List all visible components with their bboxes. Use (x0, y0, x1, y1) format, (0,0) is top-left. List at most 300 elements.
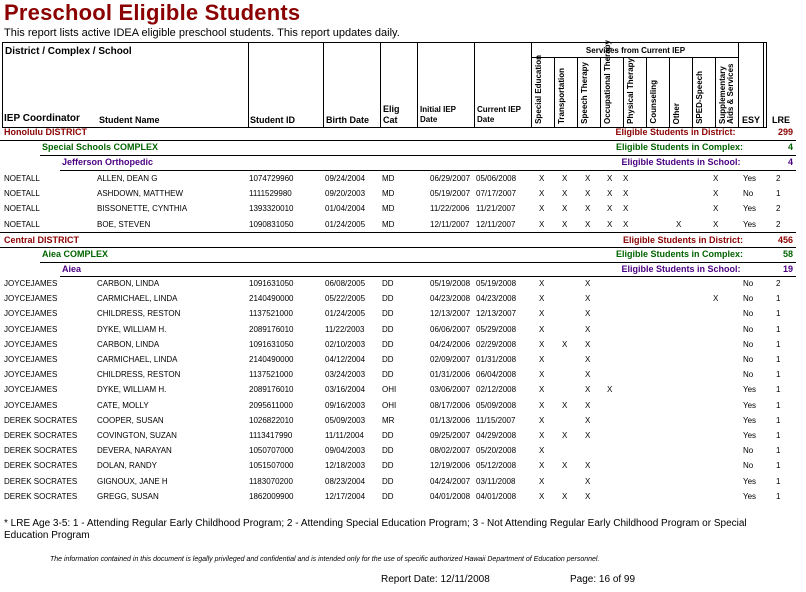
svc-speech-therapy-cell: X (585, 174, 591, 183)
student-id-cell: 1091631050 (249, 339, 294, 349)
lre-cell: 1 (776, 446, 781, 456)
student-id-cell: 1137521000 (249, 370, 293, 380)
elig-cat-cell: MD (382, 204, 395, 214)
svc-speech-therapy-cell: X (585, 415, 591, 425)
student-id-cell: 1026822010 (249, 415, 294, 425)
district-count: Eligible Students in District: 456 (622, 235, 793, 245)
svc-transportation-cell: X (562, 339, 568, 349)
lre-cell: 1 (776, 339, 781, 349)
student-id-cell: 1074729960 (249, 174, 294, 183)
district-group-honolulu (4, 126, 793, 139)
svc-special-education-cell: X (539, 476, 545, 486)
school-group-jefferson (62, 156, 793, 169)
lre-cell: 1 (776, 461, 781, 471)
svc-special-education-cell: X (539, 415, 545, 425)
iep-coordinator-cell: JOYCEJAMES (4, 355, 58, 364)
birth-date-cell: 08/23/2004 (325, 476, 366, 486)
initial-iep-date-cell: 08/17/2006 (430, 400, 471, 410)
current-iep-header-2: Date (477, 115, 495, 124)
esy-cell: Yes (743, 174, 757, 183)
iep-coordinator-cell: DEREK SOCRATES (4, 461, 78, 471)
birth-date-cell: 02/10/2003 (325, 339, 366, 349)
table-row (0, 337, 806, 352)
current-iep-date-cell: 05/06/2008 (476, 174, 517, 183)
svc-speech-therapy-cell: X (585, 431, 591, 440)
student-id-cell: 1111529980 (249, 189, 292, 199)
table-row (0, 171, 806, 186)
current-iep-date-cell: 05/12/2008 (476, 461, 517, 471)
student-name-cell: CARMICHAEL, LINDA (97, 355, 178, 364)
svc-special-education-cell: X (539, 189, 545, 199)
school-count: Eligible Students in School: 19 (621, 264, 793, 274)
student-name-cell: GREGG, SUSAN (97, 491, 159, 501)
svc-special-education-cell: X (539, 385, 545, 395)
initial-iep-date-cell: 08/02/2007 (430, 446, 471, 456)
esy-cell: No (743, 461, 754, 471)
svc-speech-therapy-cell: X (585, 476, 591, 486)
birth-date-cell: 12/18/2003 (325, 461, 366, 471)
svc-occupational-therapy-header: Occupational Therapy (603, 39, 612, 124)
student-name-cell: ALLEN, DEAN G (97, 174, 158, 183)
svc-transportation-cell: X (562, 491, 568, 501)
table-row (0, 443, 806, 458)
svc-speech-therapy-cell: X (585, 400, 591, 410)
svc-special-education-cell: X (539, 294, 545, 304)
birth-date-cell: 01/24/2005 (325, 309, 366, 319)
svc-special-education-cell: X (539, 370, 545, 380)
initial-iep-date-cell: 06/06/2007 (430, 324, 471, 334)
svc-speech-therapy-cell: X (585, 385, 591, 395)
lre-cell: 2 (776, 279, 781, 288)
table-row (0, 306, 806, 321)
initial-iep-date-cell: 06/29/2007 (430, 174, 471, 183)
iep-coordinator-cell: DEREK SOCRATES (4, 476, 78, 486)
student-name-cell: BISSONETTE, CYNTHIA (97, 204, 188, 214)
elig-cat-cell: MR (382, 415, 395, 425)
table-row (0, 413, 806, 428)
svc-transportation-cell: X (562, 431, 568, 440)
elig-cat-cell: OHI (382, 385, 397, 395)
svc-sped-speech-cell: X (713, 189, 719, 199)
student-id-cell: 1051507000 (249, 461, 294, 471)
esy-header: ESY (742, 115, 761, 125)
student-name-cell: BOE, STEVEN (97, 219, 151, 229)
table-row (0, 217, 806, 232)
svc-counseling-header: Counseling (649, 80, 658, 124)
esy-cell: Yes (743, 385, 757, 395)
svc-sped-speech-cell: X (713, 204, 719, 214)
iep-coordinator-cell: JOYCEJAMES (4, 324, 58, 334)
complex-count: Eligible Students in Complex: 4 (615, 142, 793, 152)
svc-special-education-cell: X (539, 309, 545, 319)
current-iep-date-cell: 06/04/2008 (476, 370, 517, 380)
student-id-header: Student ID (250, 115, 295, 125)
student-id-cell: 1090831050 (249, 219, 294, 229)
initial-iep-date-cell: 04/01/2008 (430, 491, 471, 501)
iep-coordinator-header: IEP Coordinator (4, 113, 80, 124)
birth-date-cell: 06/08/2005 (325, 279, 366, 288)
svc-occupational-therapy-cell: X (607, 189, 613, 199)
esy-cell: Yes (743, 204, 757, 214)
svc-speech-therapy-cell: X (585, 461, 591, 471)
table-row (0, 291, 806, 306)
esy-cell: No (743, 339, 754, 349)
birth-date-cell: 09/24/2004 (325, 174, 366, 183)
birth-date-cell: 04/12/2004 (325, 355, 366, 364)
initial-iep-date-cell: 04/24/2007 (430, 476, 471, 486)
student-id-cell: 1393320010 (249, 204, 294, 214)
complex-label: Special Schools COMPLEX (42, 142, 159, 152)
student-id-cell: 1050707000 (249, 446, 294, 456)
column-header (2, 39, 790, 128)
birth-date-cell: 11/11/2004 (325, 431, 364, 440)
initial-iep-date-cell: 01/13/2006 (430, 415, 471, 425)
svc-other-cell: X (676, 219, 682, 229)
iep-coordinator-cell: DEREK SOCRATES (4, 491, 78, 501)
svc-speech-therapy-cell: X (585, 355, 591, 364)
iep-coordinator-cell: JOYCEJAMES (4, 309, 58, 319)
student-name-cell: CARMICHAEL, LINDA (97, 294, 178, 304)
student-name-cell: DYKE, WILLIAM H. (97, 324, 167, 334)
lre-cell: 1 (776, 294, 781, 304)
svc-sped-speech-header: SPED-Speech (695, 71, 704, 124)
svc-special-education-cell: X (539, 204, 545, 214)
table-row (0, 201, 806, 216)
district-path-header: District / Complex / School (5, 46, 132, 57)
iep-coordinator-cell: DEREK SOCRATES (4, 446, 78, 456)
svc-speech-therapy-cell: X (585, 204, 591, 214)
initial-iep-date-cell: 12/13/2007 (430, 309, 471, 319)
table-row (0, 489, 806, 504)
birth-date-cell: 11/22/2003 (325, 324, 365, 334)
school-label: Aiea (62, 264, 82, 274)
initial-iep-date-cell: 12/19/2006 (430, 461, 471, 471)
esy-cell: Yes (743, 431, 757, 440)
initial-iep-header-1: Initial IEP (420, 105, 457, 114)
services-header: Services from Current IEP (585, 46, 686, 55)
current-iep-date-cell: 05/19/2008 (476, 279, 517, 288)
elig-cat-cell: DD (382, 279, 394, 288)
complex-group-aiea (42, 248, 793, 261)
svc-special-education-cell: X (539, 339, 545, 349)
birth-date-cell: 03/24/2003 (325, 370, 366, 380)
report-date: Report Date: 12/11/2008 (381, 574, 490, 585)
svc-sped-speech-cell: X (713, 174, 719, 183)
elig-cat-cell: DD (382, 476, 394, 486)
svc-physical-therapy-cell: X (623, 204, 629, 214)
school-count: Eligible Students in School: 4 (621, 157, 793, 167)
svc-speech-therapy-cell: X (585, 491, 591, 501)
student-name-cell: CARBON, LINDA (97, 279, 160, 288)
complex-count: Eligible Students in Complex: 58 (615, 249, 793, 259)
student-id-cell: 1183070200 (249, 476, 293, 486)
svc-transportation-cell: X (562, 204, 568, 214)
lre-cell: 1 (776, 476, 781, 486)
svc-special-education-cell: X (539, 324, 545, 334)
svc-special-education-cell: X (539, 461, 545, 471)
birth-date-cell: 09/16/2003 (325, 400, 366, 410)
current-iep-date-cell: 04/29/2008 (476, 431, 517, 440)
iep-coordinator-cell: JOYCEJAMES (4, 400, 58, 410)
current-iep-date-cell: 12/13/2007 (476, 309, 517, 319)
lre-cell: 1 (776, 324, 781, 334)
lre-cell: 2 (776, 174, 781, 183)
district-label: Honolulu DISTRICT (4, 127, 87, 137)
district-label: Central DISTRICT (4, 235, 80, 245)
lre-cell: 1 (776, 415, 781, 425)
lre-cell: 1 (776, 431, 781, 440)
table-row (0, 428, 806, 443)
elig-cat-cell: DD (382, 309, 394, 319)
lre-cell: 1 (776, 189, 781, 199)
current-iep-date-cell: 07/17/2007 (476, 189, 517, 199)
svc-supplementary-aids-header: Supplementary Aids & Services (718, 63, 735, 124)
iep-coordinator-cell: JOYCEJAMES (4, 385, 58, 395)
report-subtitle: This report lists active IDEA eligible preschool students. This report updates daily. (4, 27, 400, 39)
confidentiality-notice: The information contained in this document is legally privileged and confidential and is intended only for the use of specific authorized Hawaii Department of Education personnel. (50, 556, 600, 563)
lre-cell: 1 (776, 400, 781, 410)
svc-speech-therapy-cell: X (585, 309, 591, 319)
lre-cell: 1 (776, 491, 781, 501)
svc-transportation-cell: X (562, 174, 568, 183)
student-id-cell: 1091631050 (249, 279, 294, 288)
svc-speech-therapy-cell: X (585, 294, 591, 304)
elig-cat-cell: DD (382, 491, 394, 501)
student-name-cell: CHILDRESS, RESTON (97, 309, 181, 319)
initial-iep-date-cell: 05/19/2007 (430, 189, 471, 199)
complex-group-special-schools (42, 141, 793, 154)
svc-special-education-cell: X (539, 431, 545, 440)
lre-header: LRE (772, 115, 790, 125)
svc-special-education-cell: X (539, 219, 545, 229)
svc-special-education-cell: X (539, 491, 545, 501)
current-iep-date-cell: 11/21/2007 (476, 204, 516, 214)
table-row (0, 474, 806, 489)
svc-other-header: Other (672, 102, 681, 124)
elig-cat-cell: DD (382, 370, 394, 380)
birth-date-cell: 01/04/2004 (325, 204, 366, 214)
student-id-cell: 2140490000 (249, 294, 294, 304)
current-iep-date-cell: 02/29/2008 (476, 339, 517, 349)
esy-cell: Yes (743, 491, 757, 501)
student-id-cell: 1137521000 (249, 309, 293, 319)
student-name-cell: COVINGTON, SUZAN (97, 431, 177, 440)
elig-cat-cell: DD (382, 461, 394, 471)
iep-coordinator-cell: NOETALL (4, 219, 40, 229)
elig-cat-cell: DD (382, 294, 394, 304)
elig-cat-header-1: Elig (383, 104, 400, 114)
table-row (0, 186, 806, 201)
current-iep-date-cell: 01/31/2008 (476, 355, 517, 364)
table-row (0, 367, 806, 382)
lre-footnote: * LRE Age 3-5: 1 - Attending Regular Early Childhood Program; 2 - Attending Special Education Program; 3 - Not Attending Regular Early Childhood Program or Special Education Program (4, 518, 747, 541)
current-iep-date-cell: 04/01/2008 (476, 491, 517, 501)
iep-coordinator-cell: NOETALL (4, 204, 40, 214)
esy-cell: No (743, 294, 754, 304)
svc-transportation-cell: X (562, 400, 568, 410)
student-name-cell: DOLAN, RANDY (97, 461, 158, 471)
table-row (0, 352, 806, 367)
lre-cell: 2 (776, 219, 781, 229)
district-count: Eligible Students in District: 299 (615, 127, 793, 137)
current-iep-date-cell: 12/11/2007 (476, 219, 516, 229)
svc-sped-speech-cell: X (713, 294, 719, 304)
student-name-cell: GIGNOUX, JANE H (97, 476, 168, 486)
elig-cat-cell: DD (382, 446, 394, 456)
svc-transportation-cell: X (562, 219, 568, 229)
birth-date-cell: 09/20/2003 (325, 189, 366, 199)
birth-date-cell: 05/22/2005 (325, 294, 366, 304)
esy-cell: No (743, 279, 754, 288)
birth-date-header: Birth Date (326, 115, 370, 125)
esy-cell: No (743, 370, 754, 380)
current-iep-header-1: Current IEP (477, 105, 522, 114)
iep-coordinator-cell: JOYCEJAMES (4, 370, 58, 380)
esy-cell: No (743, 189, 754, 199)
svc-special-education-cell: X (539, 446, 545, 456)
iep-coordinator-cell: NOETALL (4, 174, 40, 183)
student-name-cell: DEVERA, NARAYAN (97, 446, 172, 456)
elig-cat-cell: DD (382, 324, 394, 334)
esy-cell: No (743, 324, 754, 334)
current-iep-date-cell: 11/15/2007 (476, 415, 516, 425)
initial-iep-date-cell: 04/23/2008 (430, 294, 471, 304)
student-id-cell: 1113417990 (249, 431, 293, 440)
school-group-aiea (62, 263, 793, 276)
svc-physical-therapy-header: Physical Therapy (626, 58, 635, 124)
table-row (0, 398, 806, 413)
esy-cell: Yes (743, 400, 757, 410)
esy-cell: Yes (743, 415, 757, 425)
student-id-cell: 1862009900 (249, 491, 294, 501)
current-iep-date-cell: 04/23/2008 (476, 294, 517, 304)
page-number: Page: 16 of 99 (570, 574, 636, 585)
svc-special-education-cell: X (539, 279, 545, 288)
iep-coordinator-cell: JOYCEJAMES (4, 294, 58, 304)
elig-cat-cell: OHI (382, 400, 397, 410)
report-title: Preschool Eligible Students (4, 0, 301, 25)
table-row (0, 276, 806, 291)
esy-cell: No (743, 355, 754, 364)
birth-date-cell: 03/16/2004 (325, 385, 366, 395)
elig-cat-cell: MD (382, 174, 395, 183)
table-row (0, 458, 806, 473)
iep-coordinator-cell: NOETALL (4, 189, 40, 199)
divider (0, 232, 796, 233)
svc-occupational-therapy-cell: X (607, 204, 613, 214)
svc-physical-therapy-cell: X (623, 219, 629, 229)
iep-coordinator-cell: JOYCEJAMES (4, 339, 58, 349)
svc-transportation-cell: X (562, 461, 568, 471)
student-id-cell: 2140490000 (249, 355, 294, 364)
table-row (0, 322, 806, 337)
svc-speech-therapy-cell: X (585, 339, 591, 349)
svc-occupational-therapy-cell: X (607, 174, 613, 183)
iep-coordinator-cell: DEREK SOCRATES (4, 415, 78, 425)
elig-cat-cell: DD (382, 355, 394, 364)
student-name-cell: CHILDRESS, RESTON (97, 370, 181, 380)
lre-cell: 1 (776, 370, 781, 380)
complex-label: Aiea COMPLEX (42, 249, 109, 259)
student-id-cell: 2095611000 (249, 400, 293, 410)
elig-cat-cell: DD (382, 339, 394, 349)
initial-iep-date-cell: 02/09/2007 (430, 355, 471, 364)
current-iep-date-cell: 02/12/2008 (476, 385, 517, 395)
svc-speech-therapy-cell: X (585, 219, 591, 229)
svc-speech-therapy-header: Speech Therapy (580, 62, 589, 124)
table-row (0, 382, 806, 397)
svc-speech-therapy-cell: X (585, 189, 591, 199)
elig-cat-cell: DD (382, 431, 394, 440)
birth-date-cell: 09/04/2003 (325, 446, 366, 456)
elig-cat-cell: MD (382, 219, 395, 229)
iep-coordinator-cell: DEREK SOCRATES (4, 431, 78, 440)
svc-occupational-therapy-cell: X (607, 385, 613, 395)
current-iep-date-cell: 05/20/2008 (476, 446, 517, 456)
student-name-cell: COOPER, SUSAN (97, 415, 164, 425)
lre-cell: 1 (776, 385, 781, 395)
svc-occupational-therapy-cell: X (607, 219, 613, 229)
elig-cat-header-2: Cat (383, 115, 398, 125)
student-name-cell: CARBON, LINDA (97, 339, 160, 349)
student-name-cell: DYKE, WILLIAM H. (97, 385, 167, 395)
esy-cell: Yes (743, 219, 757, 229)
svc-special-education-header: Special Education (534, 55, 543, 124)
initial-iep-date-cell: 11/22/2006 (430, 204, 470, 214)
svc-special-education-cell: X (539, 355, 545, 364)
esy-cell: No (743, 309, 754, 319)
svc-special-education-cell: X (539, 174, 545, 183)
svc-transportation-cell: X (562, 189, 568, 199)
svc-speech-therapy-cell: X (585, 279, 591, 288)
svc-special-education-cell: X (539, 400, 545, 410)
lre-cell: 1 (776, 355, 781, 364)
student-name-cell: CATE, MOLLY (97, 400, 149, 410)
student-name-cell: ASHDOWN, MATTHEW (97, 189, 184, 199)
student-id-cell: 2089176010 (249, 324, 294, 334)
district-group-central (4, 234, 793, 247)
esy-cell: Yes (743, 476, 757, 486)
iep-coordinator-cell: JOYCEJAMES (4, 279, 58, 288)
school-label: Jefferson Orthopedic (62, 157, 154, 167)
initial-iep-date-cell: 05/19/2008 (430, 279, 471, 288)
initial-iep-date-cell: 04/24/2006 (430, 339, 471, 349)
initial-iep-date-cell: 03/06/2007 (430, 385, 471, 395)
svc-physical-therapy-cell: X (623, 189, 629, 199)
initial-iep-date-cell: 12/11/2007 (430, 219, 470, 229)
student-id-cell: 2089176010 (249, 385, 294, 395)
initial-iep-date-cell: 01/31/2006 (430, 370, 471, 380)
current-iep-date-cell: 05/29/2008 (476, 324, 517, 334)
initial-iep-date-cell: 09/25/2007 (430, 431, 471, 440)
svc-sped-speech-cell: X (713, 219, 719, 229)
svc-physical-therapy-cell: X (623, 174, 629, 183)
birth-date-cell: 01/24/2005 (325, 219, 366, 229)
current-iep-date-cell: 05/09/2008 (476, 400, 517, 410)
student-name-header: Student Name (99, 115, 160, 125)
lre-cell: 1 (776, 309, 781, 319)
birth-date-cell: 05/09/2003 (325, 415, 366, 425)
lre-cell: 2 (776, 204, 781, 214)
current-iep-date-cell: 03/11/2008 (476, 476, 516, 486)
birth-date-cell: 12/17/2004 (325, 491, 366, 501)
esy-cell: No (743, 446, 754, 456)
elig-cat-cell: MD (382, 189, 395, 199)
initial-iep-header-2: Date (420, 115, 438, 124)
svc-transportation-header: Transportation (557, 67, 566, 124)
svc-speech-therapy-cell: X (585, 370, 591, 380)
svc-speech-therapy-cell: X (585, 324, 591, 334)
